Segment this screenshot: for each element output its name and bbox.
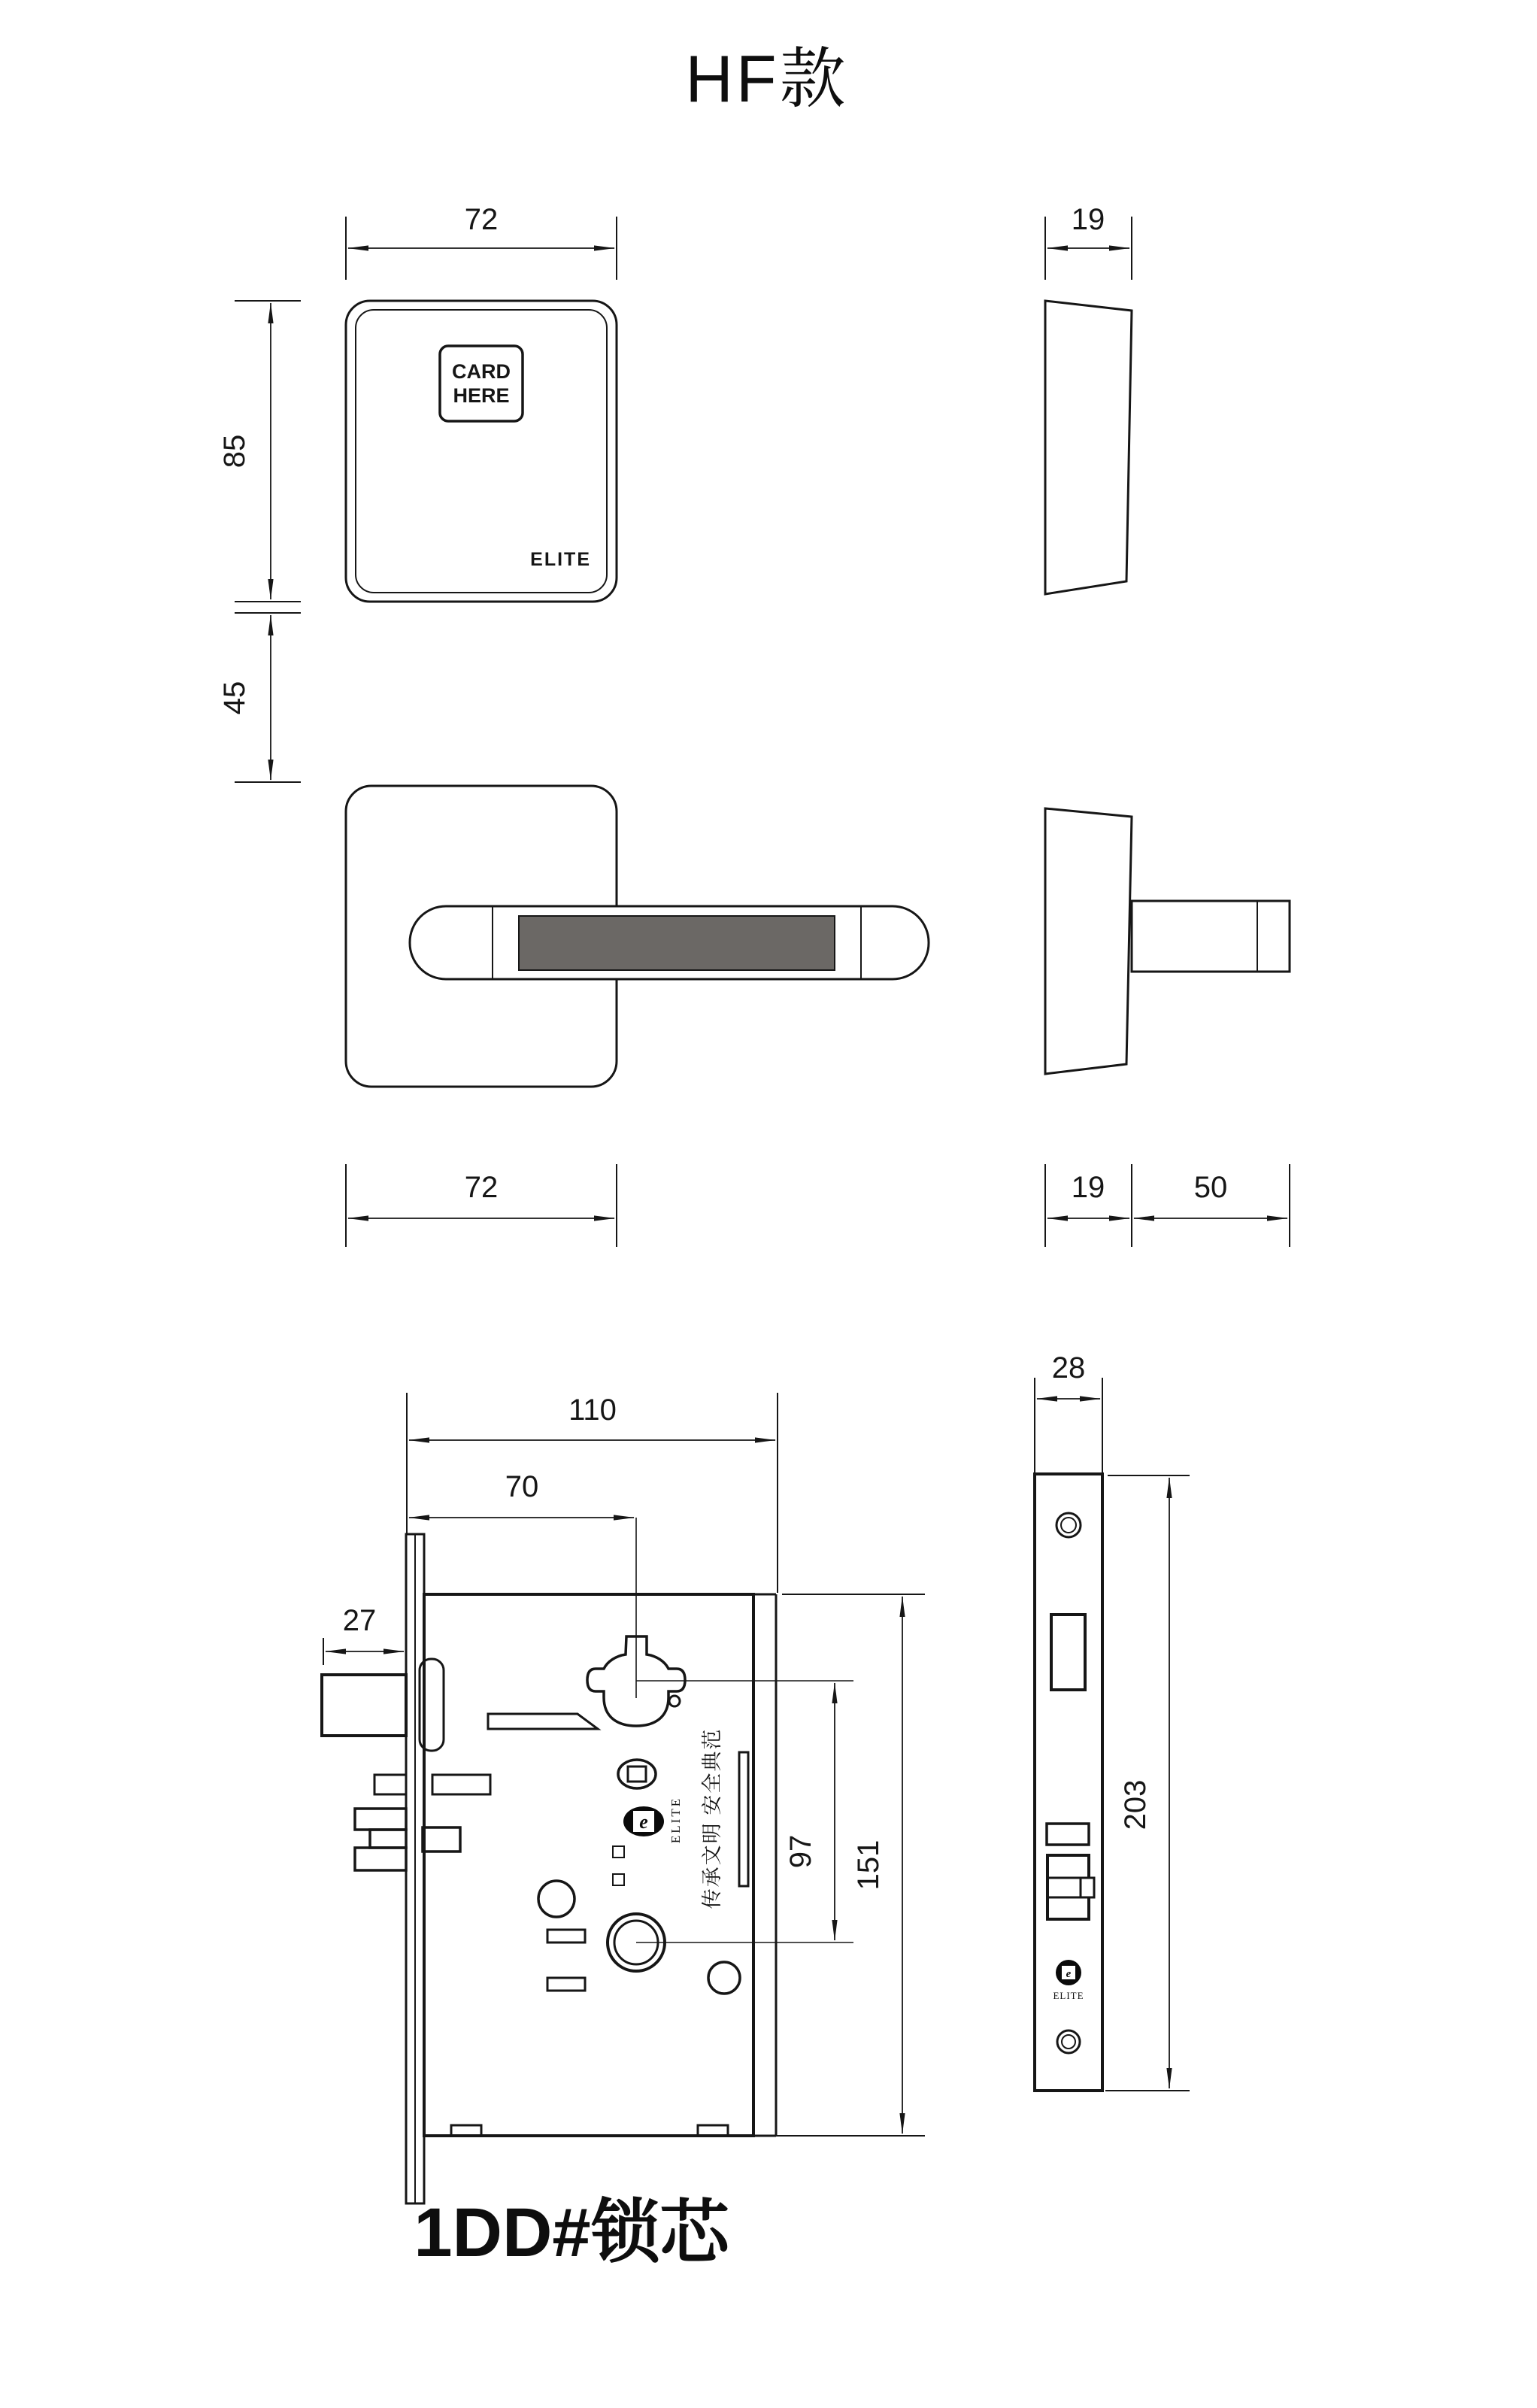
mortise-lock-body-view [322, 1393, 925, 2203]
dim-label-body-height: 151 [852, 1839, 885, 1891]
latch-opening [1051, 1615, 1085, 1690]
side-strip [739, 1752, 748, 1886]
lever-grip-insert [519, 916, 835, 970]
brand-vertical-label: ELITE [668, 1796, 683, 1844]
card-reader-side-view [1045, 203, 1132, 594]
faceplate-front-view [1035, 1351, 1190, 2091]
lever-side-bar [1132, 901, 1290, 972]
dim-label-handle-thickness: 19 [1071, 1171, 1105, 1204]
dim-label-latch-projection: 27 [342, 1604, 377, 1637]
caption-lock-cylinder: 1DD#锁芯 [414, 2194, 729, 2271]
deadbolt-lower [355, 1848, 406, 1870]
card-reader-front-view [218, 203, 617, 782]
slot-upper [547, 1930, 585, 1942]
dim-label-reader-height: 85 [218, 434, 251, 469]
elite-logo-body [623, 1806, 664, 1836]
adjust-port-1 [613, 1846, 624, 1858]
page-title: HF款 [685, 41, 849, 116]
reader-brand-label: ELITE [530, 549, 591, 570]
slot-lower [547, 1978, 585, 1991]
handle-side-view [1045, 808, 1290, 1247]
aux-slot-right [432, 1775, 490, 1794]
dim-label-faceplate-width: 28 [1051, 1351, 1086, 1384]
elite-logo-faceplate [1053, 1960, 1084, 2001]
thumbturn-hub [618, 1760, 656, 1788]
dim-label-center-distance: 97 [784, 1834, 817, 1869]
reader-side-profile [1045, 301, 1132, 594]
bottom-tab-left [451, 2125, 481, 2136]
deadbolt-upper [355, 1809, 406, 1830]
dim-label-reader-width: 72 [464, 203, 499, 236]
deadbolt-middle [370, 1830, 406, 1848]
screw-hole-bottom-inner [1062, 2035, 1075, 2049]
dim-label-lever-length: 50 [1193, 1171, 1228, 1204]
deadlatch-blade [488, 1714, 598, 1729]
deadbolt-tail [423, 1827, 460, 1851]
card-window [440, 346, 523, 421]
logo-letter: e [639, 1811, 648, 1833]
dim-label-backset: 70 [505, 1470, 539, 1503]
aux-slot-left [374, 1775, 406, 1794]
latch-bolt [322, 1675, 406, 1736]
screw-hole-top-outer [1056, 1513, 1081, 1537]
logo-letter: e [1066, 1968, 1072, 1980]
thumbturn-square [628, 1767, 646, 1782]
dim-label-reader-thickness: 19 [1071, 203, 1105, 236]
handle-front-view [346, 786, 929, 1247]
dim-label-overall-backset: 110 [568, 1394, 617, 1427]
screw-hole-bottom-outer [1057, 2030, 1080, 2053]
faceplate-brand-label: ELITE [1053, 1990, 1084, 2001]
card-here-label-2: HERE [453, 384, 510, 407]
bottom-tab-right [698, 2125, 728, 2136]
dim-label-faceplate-height: 203 [1119, 1779, 1152, 1830]
small-pin-hole [669, 1696, 680, 1706]
dim-label-handle-width: 72 [464, 1171, 499, 1204]
handle-side-plate-profile [1045, 808, 1132, 1074]
card-here-label-1: CARD [452, 360, 511, 383]
screw-hole-top-inner [1061, 1518, 1076, 1533]
corner-hole [708, 1962, 740, 1994]
dim-label-gap: 45 [218, 681, 251, 715]
aux-opening [1047, 1824, 1089, 1845]
mounting-hole [538, 1881, 574, 1917]
deadlatch-plunger [1081, 1878, 1094, 1897]
slogan-vertical-label: 传承文明 安全典范 [701, 1727, 723, 1909]
adjust-port-2 [613, 1874, 624, 1885]
